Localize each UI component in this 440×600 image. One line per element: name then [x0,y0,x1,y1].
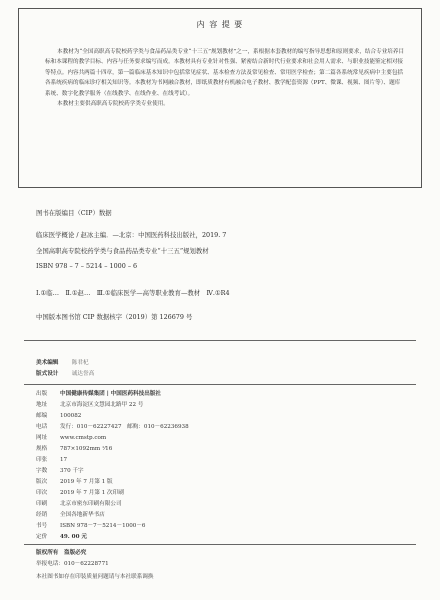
row-label: 地址 [36,402,48,408]
publication-row [36,477,113,485]
row-label: 邮编 [36,413,48,419]
row-value: 370 千字 [60,468,84,474]
row-value: 787×1092mm ⅟16 [60,446,113,452]
publication-row [36,488,124,496]
row-label: 印刷 [36,501,48,507]
cip-line: 临床医学概论 / 赵冰主编．—北京：中国医药科技出版社，2019. 7 [36,231,227,239]
row-label: 电话 [36,424,48,430]
row-value: 发行：010－62227427 邮购：010－62236938 [60,424,189,430]
row-value: ISBN 978－7－5214－1000－6 [60,523,146,529]
publication-row [36,422,189,430]
row-value: 北京市密东印刷有限公司 [60,501,122,507]
cip-line: 中国版本图书馆 CIP 数据核字（2019）第 126679 号 [36,313,193,321]
summary-text [45,47,405,109]
publication-row [36,499,122,507]
quality-notice: 本社图书如存在印装质量问题请与本社联系调换 [36,574,154,580]
design-row: 版式设计 诚达誉高 [36,371,95,377]
publication-row [36,521,145,529]
row-value: 中国健康传媒集团 | 中国医药科技出版社 [60,391,162,397]
cip-line: 全国高职高专院校药学类与食品药品类专业“十三五”规划教材 [36,247,209,255]
row-value: 2019 年 7 月第 1 版 [60,479,113,485]
row-value: 49. 00 元 [60,534,88,540]
cip-line: Ⅰ.①临… Ⅱ.①赵… Ⅲ.①临床医学—高等职业教育—教材 Ⅳ.①R4 [36,289,230,297]
publication-row [36,433,106,441]
editor-row: 美术编辑 陈君杞 [36,360,89,366]
cip-title: 图书在版编目（CIP）数据 [36,209,112,217]
divider-line [24,544,416,545]
hotline: 举报电话：010－62228771 [36,561,109,567]
row-label: 印张 [36,457,48,463]
publication-row [36,532,87,540]
publication-row [36,400,143,408]
row-label: 书号 [36,523,48,529]
summary-paragraph: 本教材主要供高职高专院校药学类专业使用。 [57,101,169,108]
row-label: 字数 [36,468,48,474]
summary-title: 内 容 提 要 [196,20,244,29]
publication-row [36,455,67,463]
content-summary-box [18,8,422,188]
divider-line [24,340,416,341]
row-label: 网址 [36,435,48,441]
publication-row [36,444,112,452]
row-value: www.cmstp.com [60,435,107,441]
row-value: 17 [60,457,68,463]
publication-row [36,411,81,419]
cip-line: ISBN 978 – 7 – 5214 – 1000 – 6 [36,262,138,270]
row-label: 版次 [36,479,48,485]
rights-statement: 版权所有 盗版必究 [36,550,87,556]
summary-paragraph: 本教材为“全国高职高专院校药学类与食品药品类专业“十三五”规划教材”之一，系根据本套教材的编写指导思想和原则要求，结合专业培养目标和本课程的教学目标、内容与任务要求编写而成。本教材具有专业针对性强、紧密结合新时代行业要求和社会用人需求、与职业技能鉴定相对接等特点。内容共两篇十四章，第一篇临床基本知识中包括常见症状、基本检查方法及常见检查、常用医学检查；第二篇各系统常见疾病中主要包括各系统疾病的临床诊疗相关知识等。本教材为书网融合教材，即纸质教材有机融合电子教材、教学配套资源（PPT、微课、视频、图片等）、题库系统、数字化教学服务（在线教学、在线作业、在线考试）。 [45,49,405,97]
row-label: 经销 [36,512,48,518]
row-label: 规格 [36,446,48,452]
publication-row [36,510,105,518]
row-label: 定价 [36,534,48,540]
publication-row [36,466,84,474]
row-value: 北京市海淀区文慧园北路甲 22 号 [60,402,144,408]
row-value: 100082 [60,413,82,419]
publication-row [36,389,161,397]
row-value: 2019 年 7 月第 1 次印刷 [60,490,124,496]
row-label: 印次 [36,490,48,496]
divider-line [24,384,416,385]
row-value: 全国各地新华书店 [60,512,105,518]
row-label: 出版 [36,391,48,397]
